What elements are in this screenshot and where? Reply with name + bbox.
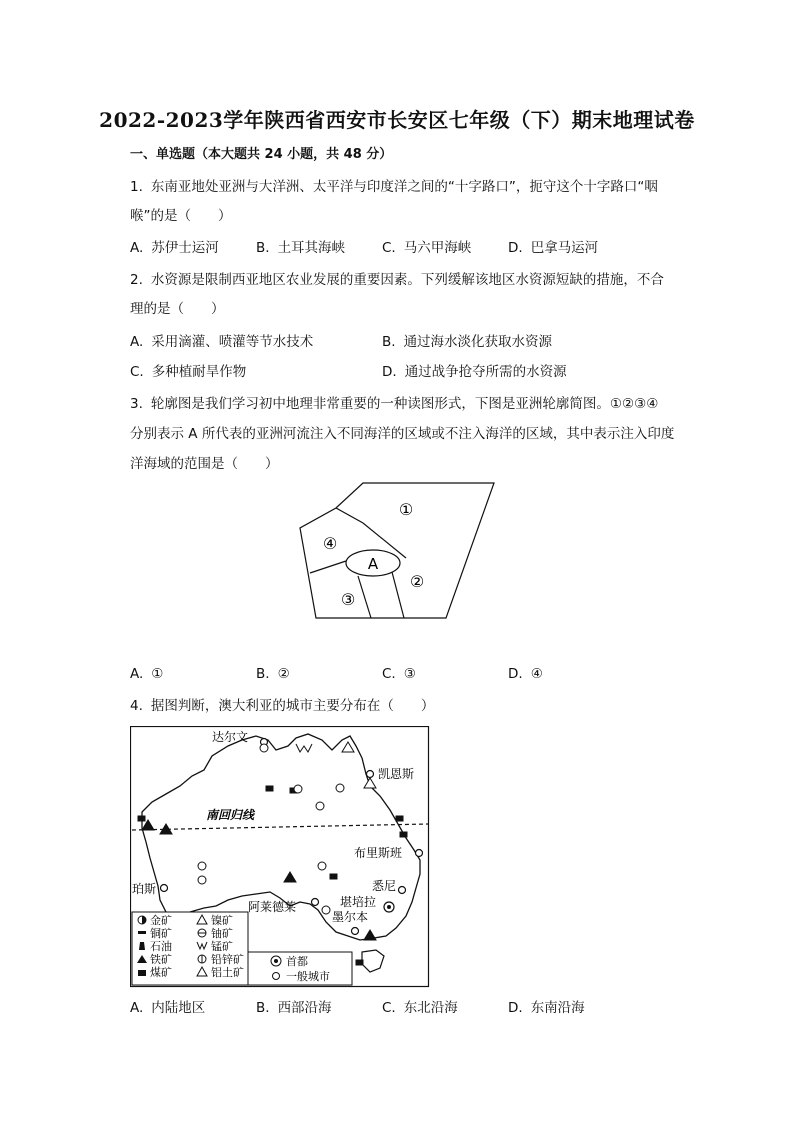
label-region-4: ④: [322, 534, 338, 553]
boundary-southeast: [392, 572, 404, 618]
sydney-label: 悉尼: [372, 879, 397, 893]
leadzinc-symbol: [318, 862, 326, 870]
q2-option-b[interactable]: B. 通过海水淡化获取水资源: [382, 334, 553, 350]
asia-outline-figure: [296, 478, 496, 620]
coal-symbol: [330, 874, 337, 879]
coal-symbol: [396, 816, 403, 821]
perth-label: 珀斯: [132, 882, 157, 896]
q2-stem-line2: 理的是（ ）: [130, 301, 225, 317]
label-region-2: ②: [409, 572, 425, 591]
q1-option-b[interactable]: B. 土耳其海峡: [256, 240, 346, 256]
uranium-symbol: [294, 785, 302, 793]
q2-stem-line1: [130, 270, 664, 290]
q3-stem-line3: 洋海域的范围是（ ）: [130, 456, 279, 472]
q2-number: 2.: [130, 272, 143, 288]
australia-map-figure: [130, 726, 430, 988]
legend-city-icon: [273, 973, 280, 980]
gold-symbol: [260, 744, 268, 752]
brisbane-label: 布里斯班: [354, 846, 403, 860]
legend-oil-icon: [139, 942, 145, 950]
q1-option-c[interactable]: C. 马六甲海峡: [382, 240, 472, 256]
q1-option-a[interactable]: A. 苏伊士运河: [130, 240, 219, 256]
legend-bauxite-label: 铝土矿: [211, 966, 244, 979]
legend-nickel-label: 镍矿: [211, 914, 233, 927]
q1-text-line1: 东南亚地处亚洲与大洋洲、太平洋与印度洋之间的“十字路口”，扼守这个十字路口“咽: [150, 179, 658, 195]
coal-symbol: [356, 960, 363, 965]
melbourne-label: 墨尔本: [332, 910, 369, 924]
legend-uranium-label: 铀矿: [211, 927, 233, 940]
canberra-capital-dot: [387, 905, 391, 909]
q1-stem-line2: 喉”的是（ ）: [130, 208, 232, 224]
nickel-symbol: [198, 876, 206, 884]
q2-option-a[interactable]: A. 采用滴灌、喷灌等节水技术: [130, 334, 314, 350]
q4-option-b[interactable]: B. 西部沿海: [256, 1000, 332, 1016]
q2-option-c[interactable]: C. 多种植耐旱作物: [130, 364, 247, 380]
q4-number: 4.: [130, 698, 143, 714]
cairns-label: 凯恩斯: [378, 767, 415, 781]
label-region-3: ③: [340, 590, 356, 609]
legend-copper-label: 铜矿: [150, 927, 172, 940]
q4-option-c[interactable]: C. 东北沿海: [382, 1000, 458, 1016]
q2-option-d[interactable]: D. 通过战争抢夺所需的水资源: [382, 364, 567, 380]
q3-option-b[interactable]: B. ②: [256, 666, 290, 682]
melbourne-city-marker: [352, 928, 359, 935]
legend-manganese-label: 锰矿: [211, 940, 233, 953]
coal-symbol: [266, 786, 273, 791]
legend-coal-label: 煤矿: [150, 966, 172, 979]
adelaide-city-marker: [312, 899, 319, 906]
q4-option-d[interactable]: D. 东南沿海: [508, 1000, 585, 1016]
canberra-label: 堪培拉: [340, 895, 377, 909]
q4-text-line1: 据图判断，澳大利亚的城市主要分布在（ ）: [150, 698, 435, 714]
q3-option-d[interactable]: D. ④: [508, 666, 543, 682]
legend-gold-label: 金矿: [150, 914, 172, 927]
q3-stem-line1: [130, 394, 658, 414]
q2-text-line1: 水资源是限制西亚地区农业发展的重要因素。下列缓解该地区水资源短缺的措施，不合: [150, 272, 664, 288]
adelaide-label: 阿莱德莱: [248, 900, 297, 914]
uranium-symbol: [336, 784, 344, 792]
gold-symbol: [198, 862, 206, 870]
gold-symbol: [322, 906, 330, 914]
legend-oil-label: 石油: [150, 940, 172, 953]
brisbane-city-marker: [416, 850, 423, 857]
q1-option-d[interactable]: D. 巴拿马运河: [508, 240, 599, 256]
q3-number: 3.: [130, 396, 143, 412]
legend-capital-label: 首都: [286, 955, 308, 968]
tropic-label: 南回归线: [206, 808, 255, 822]
section-heading: 一、单选题（本大题共 24 小题，共 48 分）: [130, 147, 393, 162]
q4-option-a[interactable]: A. 内陆地区: [130, 1000, 206, 1016]
coal-symbol: [400, 832, 407, 837]
legend-copper-icon: [138, 931, 146, 934]
legend-leadzinc-label: 铅锌矿: [211, 953, 244, 966]
boundary-south: [358, 576, 371, 618]
cairns-city-marker: [367, 771, 374, 778]
label-a: A: [367, 555, 379, 573]
darwin-label: 达尔文: [212, 730, 249, 744]
q4-stem-line1: [130, 696, 434, 716]
coal-symbol: [138, 816, 145, 821]
legend-coal-icon: [138, 970, 146, 976]
legend-city-label: 一般城市: [286, 970, 330, 983]
q1-stem-line1: [130, 177, 658, 197]
sydney-city-marker: [399, 887, 406, 894]
q3-option-c[interactable]: C. ③: [382, 666, 416, 682]
q1-number: 1.: [130, 179, 143, 195]
perth-city-marker: [161, 885, 168, 892]
boundary-west: [310, 561, 346, 573]
leadzinc-symbol: [316, 802, 324, 810]
legend-iron-label: 铁矿: [150, 953, 172, 966]
page-title: 2022-2023学年陕西省西安市长安区七年级（下）期末地理试卷: [99, 108, 695, 132]
q3-text-line1: 轮廓图是我们学习初中地理非常重要的一种读图形式，下图是亚洲轮廓简图。①②③④: [150, 396, 659, 412]
label-region-1: ①: [398, 500, 414, 519]
q3-option-a[interactable]: A. ①: [130, 666, 164, 682]
q3-stem-line2: 分别表示 A 所代表的亚洲河流注入不同海洋的区域或不注入海洋的区域，其中表示注入印度: [130, 426, 675, 442]
